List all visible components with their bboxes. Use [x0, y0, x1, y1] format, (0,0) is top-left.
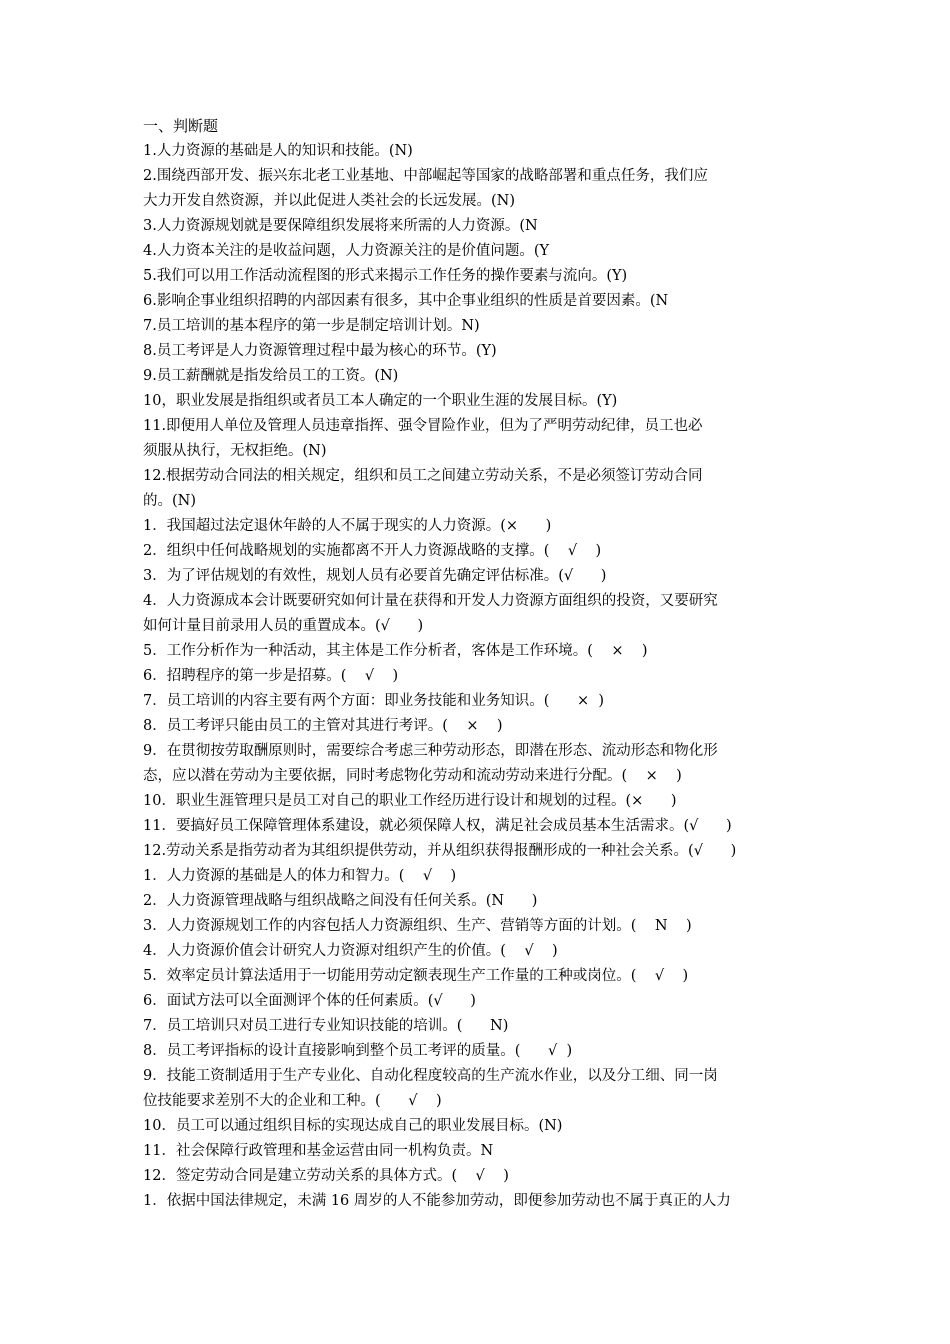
- text-line: 5．工作分析作为一种活动，其主体是工作分析者，客体是工作环境。( × ): [143, 643, 648, 659]
- text-line: 1．依据中国法律规定，未满 16 周岁的人不能参加劳动，即便参加劳动也不属于真正的人力: [143, 1193, 731, 1209]
- text-line: 5．效率定员计算法适用于一切能用劳动定额表现生产工作量的工种或岗位。( √ ): [143, 968, 689, 984]
- text-line: 7．员工培训只对员工进行专业知识技能的培训。( N): [143, 1018, 509, 1034]
- text-line: 11．社会保障行政管理和基金运营由同一机构负责。N: [143, 1143, 494, 1159]
- text-line: 须服从执行，无权拒绝。(N): [143, 443, 327, 459]
- text-line: 10，职业发展是指组织或者员工本人确定的一个职业生涯的发展目标。(Y): [143, 393, 618, 409]
- text-line: 1.人力资源的基础是人的知识和技能。(N): [143, 143, 413, 159]
- text-line: 9.员工薪酬就是指发给员工的工资。(N): [143, 368, 399, 384]
- text-line: 4．人力资源成本会计既要研究如何计量在获得和开发人力资源方面组织的投资，又要研究: [143, 593, 718, 609]
- text-line: 6．面试方法可以全面测评个体的任何素质。(√ ): [143, 993, 476, 1009]
- text-line: 位技能要求差别不大的企业和工种。( √ ): [143, 1093, 442, 1109]
- section-heading: 一、判断题: [143, 117, 219, 135]
- text-line: 1．我国超过法定退休年龄的人不属于现实的人力资源。(× ): [143, 518, 552, 534]
- text-line: 6．招聘程序的第一步是招募。( √ ): [143, 668, 399, 684]
- text-line: 4.人力资本关注的是收益问题，人力资源关注的是价值问题。(Y: [143, 243, 550, 259]
- text-line: 3.人力资源规划就是要保障组织发展将来所需的人力资源。(N: [143, 218, 538, 234]
- text-line: 4．人力资源价值会计研究人力资源对组织产生的价值。( √ ): [143, 943, 558, 959]
- question-list: [143, 139, 811, 1214]
- text-line: 10．职业生涯管理只是员工对自己的职业工作经历进行设计和规划的过程。(× ): [143, 793, 677, 809]
- text-line: 如何计量目前录用人员的重置成本。(√ ): [143, 618, 424, 634]
- text-line: 7.员工培训的基本程序的第一步是制定培训计划。N): [143, 318, 480, 334]
- text-line: 7．员工培训的内容主要有两个方面：即业务技能和业务知识。( × ): [143, 693, 605, 709]
- text-line: 3．为了评估规划的有效性，规划人员有必要首先确定评估标准。(√ ): [143, 568, 607, 584]
- text-line: 9．技能工资制适用于生产专业化、自动化程度较高的生产流水作业，以及分工细、同一岗: [143, 1068, 718, 1084]
- text-line: 6.影响企事业组织招聘的内部因素有很多，其中企事业组织的性质是首要因素。(N: [143, 293, 669, 309]
- document-page: [143, 114, 811, 1214]
- text-line: 12.根据劳动合同法的相关规定，组织和员工之间建立劳动关系，不是必须签订劳动合同: [143, 468, 703, 484]
- text-line: 大力开发自然资源，并以此促进人类社会的长远发展。(N): [143, 193, 515, 209]
- text-line: 5.我们可以用工作活动流程图的形式来揭示工作任务的操作要素与流向。(Y): [143, 268, 628, 284]
- text-line: 11．要搞好员工保障管理体系建设，就必须保障人权，满足社会成员基本生活需求。(√ ): [143, 818, 732, 834]
- text-line: 8．员工考评指标的设计直接影响到整个员工考评的质量。( √ ): [143, 1043, 573, 1059]
- text-line: 2．组织中任何战略规划的实施都离不开人力资源战略的支撑。( √ ): [143, 543, 602, 559]
- text-line: 8.员工考评是人力资源管理过程中最为核心的环节。(Y): [143, 343, 497, 359]
- text-line: 2．人力资源管理战略与组织战略之间没有任何关系。(N ): [143, 893, 538, 909]
- text-line: 12.劳动关系是指劳动者为其组织提供劳动，并从组织获得报酬形成的一种社会关系。(√ ): [143, 843, 737, 859]
- text-line: 3．人力资源规划工作的内容包括人力资源组织、生产、营销等方面的计划。( N ): [143, 918, 692, 934]
- text-line: 12．签定劳动合同是建立劳动关系的具体方式。( √ ): [143, 1168, 509, 1184]
- text-line: 态，应以潜在劳动为主要依据，同时考虑物化劳动和流动劳动来进行分配。( × ): [143, 768, 682, 784]
- text-line: 1．人力资源的基础是人的体力和智力。( √ ): [143, 868, 457, 884]
- text-line: 10．员工可以通过组织目标的实现达成自己的职业发展目标。(N): [143, 1118, 563, 1134]
- text-line: 11.即便用人单位及管理人员违章指挥、强令冒险作业，但为了严明劳动纪律，员工也必: [143, 418, 703, 434]
- text-line: 2.围绕西部开发、振兴东北老工业基地、中部崛起等国家的战略部署和重点任务，我们应: [143, 168, 708, 184]
- text-line: 9．在贯彻按劳取酬原则时，需要综合考虑三种劳动形态，即潜在形态、流动形态和物化形: [143, 743, 718, 759]
- text-line: 8．员工考评只能由员工的主管对其进行考评。( × ): [143, 718, 503, 734]
- text-line: 的。(N): [143, 493, 197, 509]
